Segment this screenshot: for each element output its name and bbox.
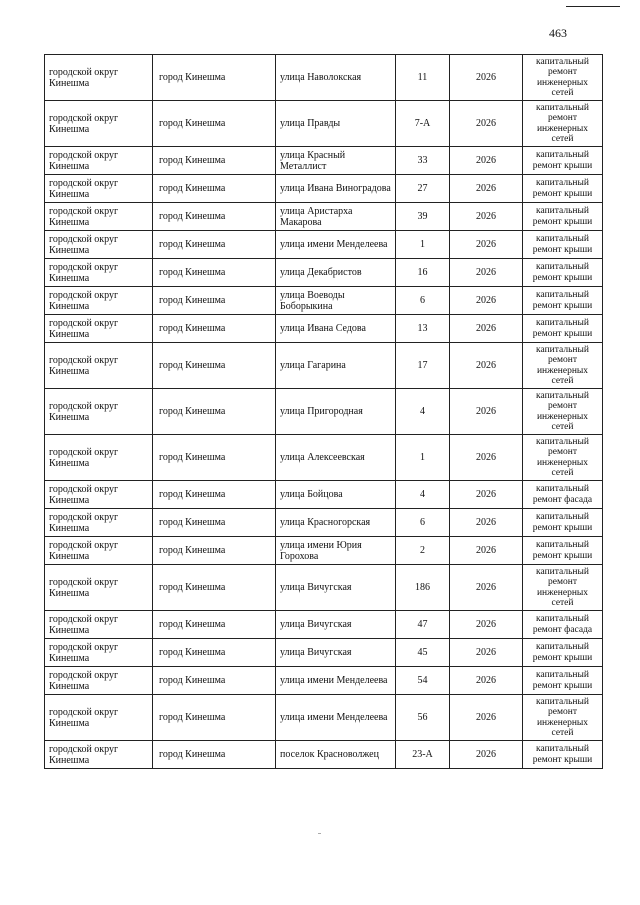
table-row [45,639,603,667]
house-number-cell: 47 [396,611,450,639]
street-cell: улица имени Менделеева [276,695,396,741]
table-row [45,343,603,389]
settlement-cell: город Кинешма [153,537,276,565]
table-row [45,537,603,565]
table-row [45,435,603,481]
year-cell: 2026 [450,55,523,101]
table-row [45,147,603,175]
year-cell: 2026 [450,147,523,175]
district-cell: городской округ Кинешма [45,147,153,175]
work-type-cell: капитальный ремонт крыши [523,537,603,565]
settlement-cell: город Кинешма [153,481,276,509]
district-cell: городской округ Кинешма [45,101,153,147]
house-number-cell: 6 [396,509,450,537]
district-cell: городской округ Кинешма [45,741,153,769]
house-number-cell: 4 [396,389,450,435]
table-row [45,481,603,509]
page-number: 463 [549,26,567,40]
district-cell: городской округ Кинешма [45,667,153,695]
year-cell: 2026 [450,343,523,389]
work-type-cell: капитальный ремонт крыши [523,741,603,769]
table-row [45,565,603,611]
district-cell: городской округ Кинешма [45,343,153,389]
street-cell: улица Вичугская [276,639,396,667]
district-cell: городской округ Кинешма [45,435,153,481]
district-cell: городской округ Кинешма [45,389,153,435]
district-cell: городской округ Кинешма [45,537,153,565]
work-type-cell: капитальный ремонт крыши [523,259,603,287]
house-number-cell: 16 [396,259,450,287]
year-cell: 2026 [450,611,523,639]
district-cell: городской округ Кинешма [45,203,153,231]
settlement-cell: город Кинешма [153,343,276,389]
street-cell: улица Красный Металлист [276,147,396,175]
settlement-cell: город Кинешма [153,101,276,147]
work-type-cell: капитальный ремонт инженерных сетей [523,695,603,741]
year-cell: 2026 [450,315,523,343]
district-cell: городской округ Кинешма [45,231,153,259]
street-cell: улица имени Менделеева [276,667,396,695]
house-number-cell: 45 [396,639,450,667]
settlement-cell: город Кинешма [153,175,276,203]
year-cell: 2026 [450,695,523,741]
district-cell: городской округ Кинешма [45,639,153,667]
settlement-cell: город Кинешма [153,565,276,611]
work-type-cell: капитальный ремонт фасада [523,611,603,639]
house-number-cell: 1 [396,231,450,259]
house-number-cell: 17 [396,343,450,389]
table-row [45,509,603,537]
settlement-cell: город Кинешма [153,147,276,175]
settlement-cell: город Кинешма [153,695,276,741]
year-cell: 2026 [450,667,523,695]
settlement-cell: город Кинешма [153,741,276,769]
year-cell: 2026 [450,287,523,315]
settlement-cell: город Кинешма [153,231,276,259]
house-number-cell: 1 [396,435,450,481]
settlement-cell: город Кинешма [153,203,276,231]
settlement-cell: город Кинешма [153,287,276,315]
year-cell: 2026 [450,435,523,481]
street-cell: улица имени Юрия Горохова [276,537,396,565]
house-number-cell: 4 [396,481,450,509]
settlement-cell: город Кинешма [153,435,276,481]
district-cell: городской округ Кинешма [45,287,153,315]
street-cell: поселок Красноволжец [276,741,396,769]
table-row [45,695,603,741]
work-type-cell: капитальный ремонт крыши [523,287,603,315]
work-type-cell: капитальный ремонт инженерных сетей [523,55,603,101]
district-cell: городской округ Кинешма [45,611,153,639]
year-cell: 2026 [450,741,523,769]
district-cell: городской округ Кинешма [45,315,153,343]
year-cell: 2026 [450,101,523,147]
house-number-cell: 23-А [396,741,450,769]
district-cell: городской округ Кинешма [45,259,153,287]
table-row [45,259,603,287]
scan-speck [318,833,321,834]
settlement-cell: город Кинешма [153,509,276,537]
house-number-cell: 7-А [396,101,450,147]
house-number-cell: 27 [396,175,450,203]
work-type-cell: капитальный ремонт крыши [523,203,603,231]
street-cell: улица Пригородная [276,389,396,435]
house-number-cell: 2 [396,537,450,565]
street-cell: улица Ивана Виноградова [276,175,396,203]
year-cell: 2026 [450,389,523,435]
street-cell: улица Алексеевская [276,435,396,481]
work-type-cell: капитальный ремонт крыши [523,175,603,203]
table-row [45,203,603,231]
table-row [45,389,603,435]
street-cell: улица Декабристов [276,259,396,287]
district-cell: городской округ Кинешма [45,565,153,611]
repair-table [44,54,603,769]
year-cell: 2026 [450,639,523,667]
year-cell: 2026 [450,509,523,537]
work-type-cell: капитальный ремонт крыши [523,639,603,667]
year-cell: 2026 [450,203,523,231]
work-type-cell: капитальный ремонт фасада [523,481,603,509]
work-type-cell: капитальный ремонт крыши [523,667,603,695]
street-cell: улица Воеводы Боборыкина [276,287,396,315]
table-row [45,231,603,259]
street-cell: улица Ивана Седова [276,315,396,343]
house-number-cell: 33 [396,147,450,175]
table-body [45,55,603,769]
district-cell: городской округ Кинешма [45,55,153,101]
table-row [45,741,603,769]
year-cell: 2026 [450,175,523,203]
year-cell: 2026 [450,231,523,259]
year-cell: 2026 [450,481,523,509]
year-cell: 2026 [450,537,523,565]
street-cell: улица Гагарина [276,343,396,389]
street-cell: улица Правды [276,101,396,147]
work-type-cell: капитальный ремонт инженерных сетей [523,565,603,611]
district-cell: городской округ Кинешма [45,175,153,203]
settlement-cell: город Кинешма [153,315,276,343]
district-cell: городской округ Кинешма [45,481,153,509]
table-row [45,315,603,343]
table-row [45,611,603,639]
street-cell: улица Наволокская [276,55,396,101]
table-row [45,101,603,147]
table-row [45,55,603,101]
work-type-cell: капитальный ремонт крыши [523,509,603,537]
settlement-cell: город Кинешма [153,611,276,639]
street-cell: улица Аристарха Макарова [276,203,396,231]
table-row [45,287,603,315]
year-cell: 2026 [450,259,523,287]
street-cell: улица Вичугская [276,565,396,611]
house-number-cell: 54 [396,667,450,695]
house-number-cell: 56 [396,695,450,741]
settlement-cell: город Кинешма [153,667,276,695]
house-number-cell: 39 [396,203,450,231]
work-type-cell: капитальный ремонт инженерных сетей [523,101,603,147]
street-cell: улица Бойцова [276,481,396,509]
settlement-cell: город Кинешма [153,55,276,101]
year-cell: 2026 [450,565,523,611]
table-row [45,175,603,203]
house-number-cell: 13 [396,315,450,343]
house-number-cell: 11 [396,55,450,101]
street-cell: улица Вичугская [276,611,396,639]
settlement-cell: город Кинешма [153,259,276,287]
table-row [45,667,603,695]
work-type-cell: капитальный ремонт инженерных сетей [523,435,603,481]
work-type-cell: капитальный ремонт инженерных сетей [523,389,603,435]
work-type-cell: капитальный ремонт крыши [523,231,603,259]
district-cell: городской округ Кинешма [45,509,153,537]
street-cell: улица Красногорская [276,509,396,537]
work-type-cell: капитальный ремонт крыши [523,147,603,175]
district-cell: городской округ Кинешма [45,695,153,741]
work-type-cell: капитальный ремонт крыши [523,315,603,343]
street-cell: улица имени Менделеева [276,231,396,259]
top-rule [566,6,620,7]
house-number-cell: 6 [396,287,450,315]
work-type-cell: капитальный ремонт инженерных сетей [523,343,603,389]
house-number-cell: 186 [396,565,450,611]
settlement-cell: город Кинешма [153,389,276,435]
settlement-cell: город Кинешма [153,639,276,667]
